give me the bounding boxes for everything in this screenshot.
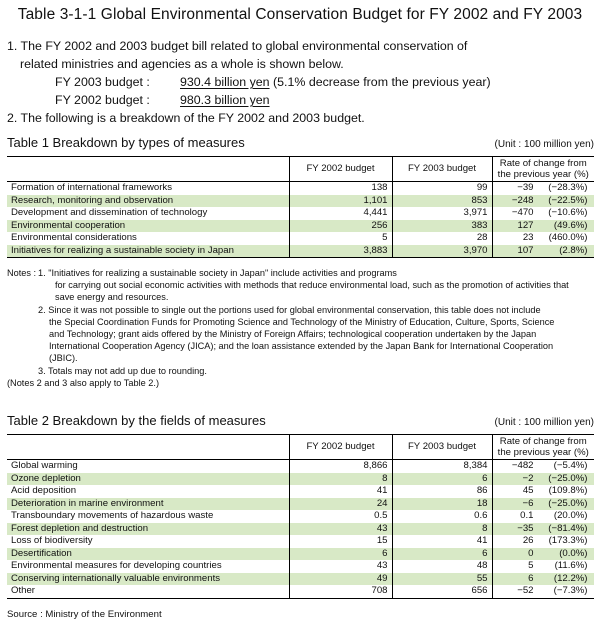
table2-header-row	[7, 435, 594, 460]
row-label: Deterioration in marine environment	[7, 498, 289, 511]
note-2-cont: (JBIC).	[49, 353, 78, 364]
rate-percent: (−28.3%)	[548, 182, 588, 194]
note-2: 2. Since it was not possible to single out the portions used for global environmental conservation, this table does not include	[38, 304, 541, 315]
row-label: Research, monitoring and observation	[7, 195, 289, 208]
rate-change: 6	[528, 572, 534, 584]
table-row	[7, 535, 594, 548]
intro-section	[7, 37, 597, 127]
table-row	[7, 207, 594, 220]
note-1-cont: save energy and resources.	[55, 292, 169, 303]
header-rate: Rate of change from the previous year (%)	[492, 157, 594, 182]
cell-fy2002: 138	[289, 182, 392, 195]
cell-rate	[492, 535, 594, 548]
rate-change: −35	[517, 522, 534, 534]
table-row	[7, 560, 594, 573]
rate-change: −2	[522, 472, 534, 484]
rate-percent: (109.8%)	[548, 485, 588, 497]
rate-change: 23	[522, 232, 534, 244]
budget-line-fy2003	[7, 73, 597, 91]
row-label: Other	[11, 585, 35, 597]
intro-line-3: 2. The following is a breakdown of the FY 2002 and 2003 budget.	[7, 111, 365, 125]
cell-rate	[492, 473, 594, 486]
row-label: Forest depletion and destruction	[7, 523, 289, 536]
table-row	[7, 195, 594, 208]
rate-percent: (0.0%)	[559, 547, 588, 559]
rate-change: 107	[517, 244, 534, 256]
rate-percent: (12.2%)	[553, 572, 588, 584]
cell-fy2002: 8,866	[289, 460, 392, 473]
budget-note: (5.1% decrease from the previous year)	[269, 75, 491, 89]
table1-heading	[7, 135, 594, 150]
budget-value-group	[180, 73, 491, 91]
intro-line-2: related ministries and agencies as a whole is shown below.	[20, 57, 344, 71]
table-row	[7, 498, 594, 511]
rate-change: −52	[517, 585, 534, 597]
rate-change: 0	[528, 547, 534, 559]
cell-fy2003: 3,971	[392, 207, 492, 220]
header-blank	[7, 157, 289, 182]
table-row	[7, 585, 594, 598]
table-row	[7, 245, 594, 258]
cell-fy2002: 256	[289, 220, 392, 233]
cell-rate	[492, 485, 594, 498]
note-3: 3. Totals may not add up due to rounding.	[38, 365, 207, 376]
table-row	[7, 460, 594, 473]
rate-change: −39	[517, 182, 534, 194]
table-row	[7, 473, 594, 486]
notes-label: Notes :	[7, 268, 37, 278]
cell-fy2003: 383	[392, 220, 492, 233]
cell-rate	[492, 498, 594, 511]
row-label: Conserving internationally valuable environments	[7, 573, 289, 586]
rate-change: −6	[522, 497, 534, 509]
cell-rate	[492, 560, 594, 573]
cell-fy2003: 28	[392, 232, 492, 245]
rate-percent: (−10.6%)	[548, 207, 588, 219]
row-label: Environmental cooperation	[7, 220, 289, 233]
table-row	[7, 220, 594, 233]
rate-change: 45	[522, 485, 534, 497]
note-2-cont: and Technology; grant aids offered by the Ministry of Foreign Affairs; technological cooperation undertaken by the Japan	[49, 329, 537, 340]
cell-rate	[492, 548, 594, 561]
cell-rate	[492, 573, 594, 586]
table1-unit: (Unit : 100 million yen)	[494, 139, 594, 150]
cell-fy2002: 0.5	[289, 510, 392, 523]
rate-percent: (2.8%)	[559, 244, 588, 256]
cell-fy2002: 4,441	[289, 207, 392, 220]
cell-fy2003: 853	[392, 195, 492, 208]
table1	[7, 156, 594, 258]
cell-fy2003: 86	[392, 485, 492, 498]
header-fy2003: FY 2003 budget	[392, 435, 492, 460]
cell-fy2003: 6	[392, 548, 492, 561]
cell-fy2002: 43	[289, 523, 392, 536]
cell-fy2003: 656	[392, 585, 492, 598]
row-label: Environmental measures for developing countries	[11, 560, 222, 572]
cell-fy2002: 1,101	[289, 195, 392, 208]
budget-value: 980.3 billion yen	[180, 93, 270, 107]
cell-fy2002: 49	[289, 573, 392, 586]
cell-fy2002: 24	[289, 498, 392, 511]
cell-fy2002: 8	[289, 473, 392, 486]
rate-percent: (−5.4%)	[553, 460, 588, 472]
cell-fy2003: 18	[392, 498, 492, 511]
cell-rate	[492, 207, 594, 220]
header-fy2002: FY 2002 budget	[289, 157, 392, 182]
rate-change: 5	[528, 560, 534, 572]
cell-rate	[492, 232, 594, 245]
notes-section	[7, 267, 597, 389]
note-1-cont: for carrying out social economic activities with methods that reduce environmental load, such as the promotion of activities that	[55, 280, 569, 291]
row-label: Development and dissemination of technology	[11, 207, 208, 219]
rate-percent: (20.0%)	[553, 510, 588, 522]
rate-percent: (173.3%)	[548, 535, 588, 547]
cell-fy2002: 3,883	[289, 245, 392, 258]
budget-line-fy2002	[7, 91, 597, 109]
cell-rate	[492, 220, 594, 233]
table2-title: Table 2 Breakdown by the fields of measures	[7, 413, 266, 428]
table-row	[7, 548, 594, 561]
rate-percent: (−25.0%)	[548, 497, 588, 509]
cell-rate	[492, 195, 594, 208]
row-label: Desertification	[7, 548, 289, 561]
cell-fy2003: 8	[392, 523, 492, 536]
cell-fy2002: 708	[289, 585, 392, 598]
row-label: Formation of international frameworks	[11, 182, 173, 194]
source-note: Source : Ministry of the Environment	[7, 609, 162, 620]
cell-fy2002: 15	[289, 535, 392, 548]
cell-rate	[492, 182, 594, 195]
table2-unit: (Unit : 100 million yen)	[494, 417, 594, 428]
rate-change: −470	[511, 207, 534, 219]
cell-fy2003: 0.6	[392, 510, 492, 523]
rate-change: −482	[511, 460, 534, 472]
note-1: 1. "Initiatives for realizing a sustainable society in Japan" include activities and programs	[38, 268, 397, 278]
page-title: Table 3-1-1 Global Environmental Conservation Budget for FY 2002 and FY 2003	[17, 6, 583, 23]
header-blank	[7, 435, 289, 460]
table1-header-row	[7, 157, 594, 182]
row-label: Environmental considerations	[11, 232, 137, 244]
row-label: Ozone depletion	[7, 473, 289, 486]
cell-rate	[492, 585, 594, 598]
cell-fy2003: 48	[392, 560, 492, 573]
table-row	[7, 232, 594, 245]
note-2-cont: International Cooperation Agency (JICA); and the loan assistance extended by the Japan Bank for International Cooperation	[49, 341, 554, 352]
cell-fy2002: 43	[289, 560, 392, 573]
rate-percent: (11.6%)	[554, 560, 588, 572]
rate-change: 26	[522, 535, 534, 547]
cell-rate	[492, 460, 594, 473]
header-fy2002: FY 2002 budget	[289, 435, 392, 460]
table1-title: Table 1 Breakdown by types of measures	[7, 135, 245, 150]
rate-change: −248	[511, 194, 534, 206]
table-row	[7, 485, 594, 498]
table2-heading	[7, 413, 594, 428]
cell-fy2002: 5	[289, 232, 392, 245]
rate-percent: (49.6%)	[553, 219, 588, 231]
note-2-cont: the Special Coordination Funds for Promoting Science and Technology of the Ministry of Education, Culture, Sports, Science	[49, 316, 555, 327]
cell-fy2003: 55	[392, 573, 492, 586]
table-row	[7, 182, 594, 195]
table-row	[7, 573, 594, 586]
row-label: Acid deposition	[11, 485, 77, 497]
cell-fy2003: 41	[392, 535, 492, 548]
row-label: Global warming	[11, 460, 78, 472]
cell-fy2002: 6	[289, 548, 392, 561]
cell-rate	[492, 245, 594, 258]
header-rate: Rate of change from the previous year (%)	[492, 435, 594, 460]
cell-rate	[492, 510, 594, 523]
cell-fy2002: 41	[289, 485, 392, 498]
budget-label: FY 2002 budget :	[55, 93, 150, 107]
rate-percent: (−22.5%)	[548, 194, 588, 206]
rate-percent: (−81.4%)	[548, 522, 588, 534]
cell-rate	[492, 523, 594, 536]
table-row	[7, 523, 594, 536]
cell-fy2003: 6	[392, 473, 492, 486]
budget-label: FY 2003 budget :	[55, 75, 150, 89]
rate-percent: (−7.3%)	[553, 585, 588, 597]
budget-value: 930.4 billion yen	[180, 75, 270, 89]
rate-percent: (−25.0%)	[548, 472, 588, 484]
header-fy2003: FY 2003 budget	[392, 157, 492, 182]
rate-change: 0.1	[520, 510, 534, 522]
rate-change: 127	[517, 219, 534, 231]
note-4: (Notes 2 and 3 also apply to Table 2.)	[7, 377, 160, 388]
intro-line-1: 1. The FY 2002 and 2003 budget bill related to global environmental conservation of	[7, 39, 468, 53]
cell-fy2003: 3,970	[392, 245, 492, 258]
row-label: Initiatives for realizing a sustainable society in Japan	[7, 245, 289, 258]
row-label: Loss of biodiversity	[11, 535, 93, 547]
cell-fy2003: 8,384	[392, 460, 492, 473]
row-label: Transboundary movements of hazardous waste	[11, 510, 214, 522]
table2	[7, 434, 594, 599]
cell-fy2003: 99	[392, 182, 492, 195]
rate-percent: (460.0%)	[548, 232, 588, 244]
table-row	[7, 510, 594, 523]
